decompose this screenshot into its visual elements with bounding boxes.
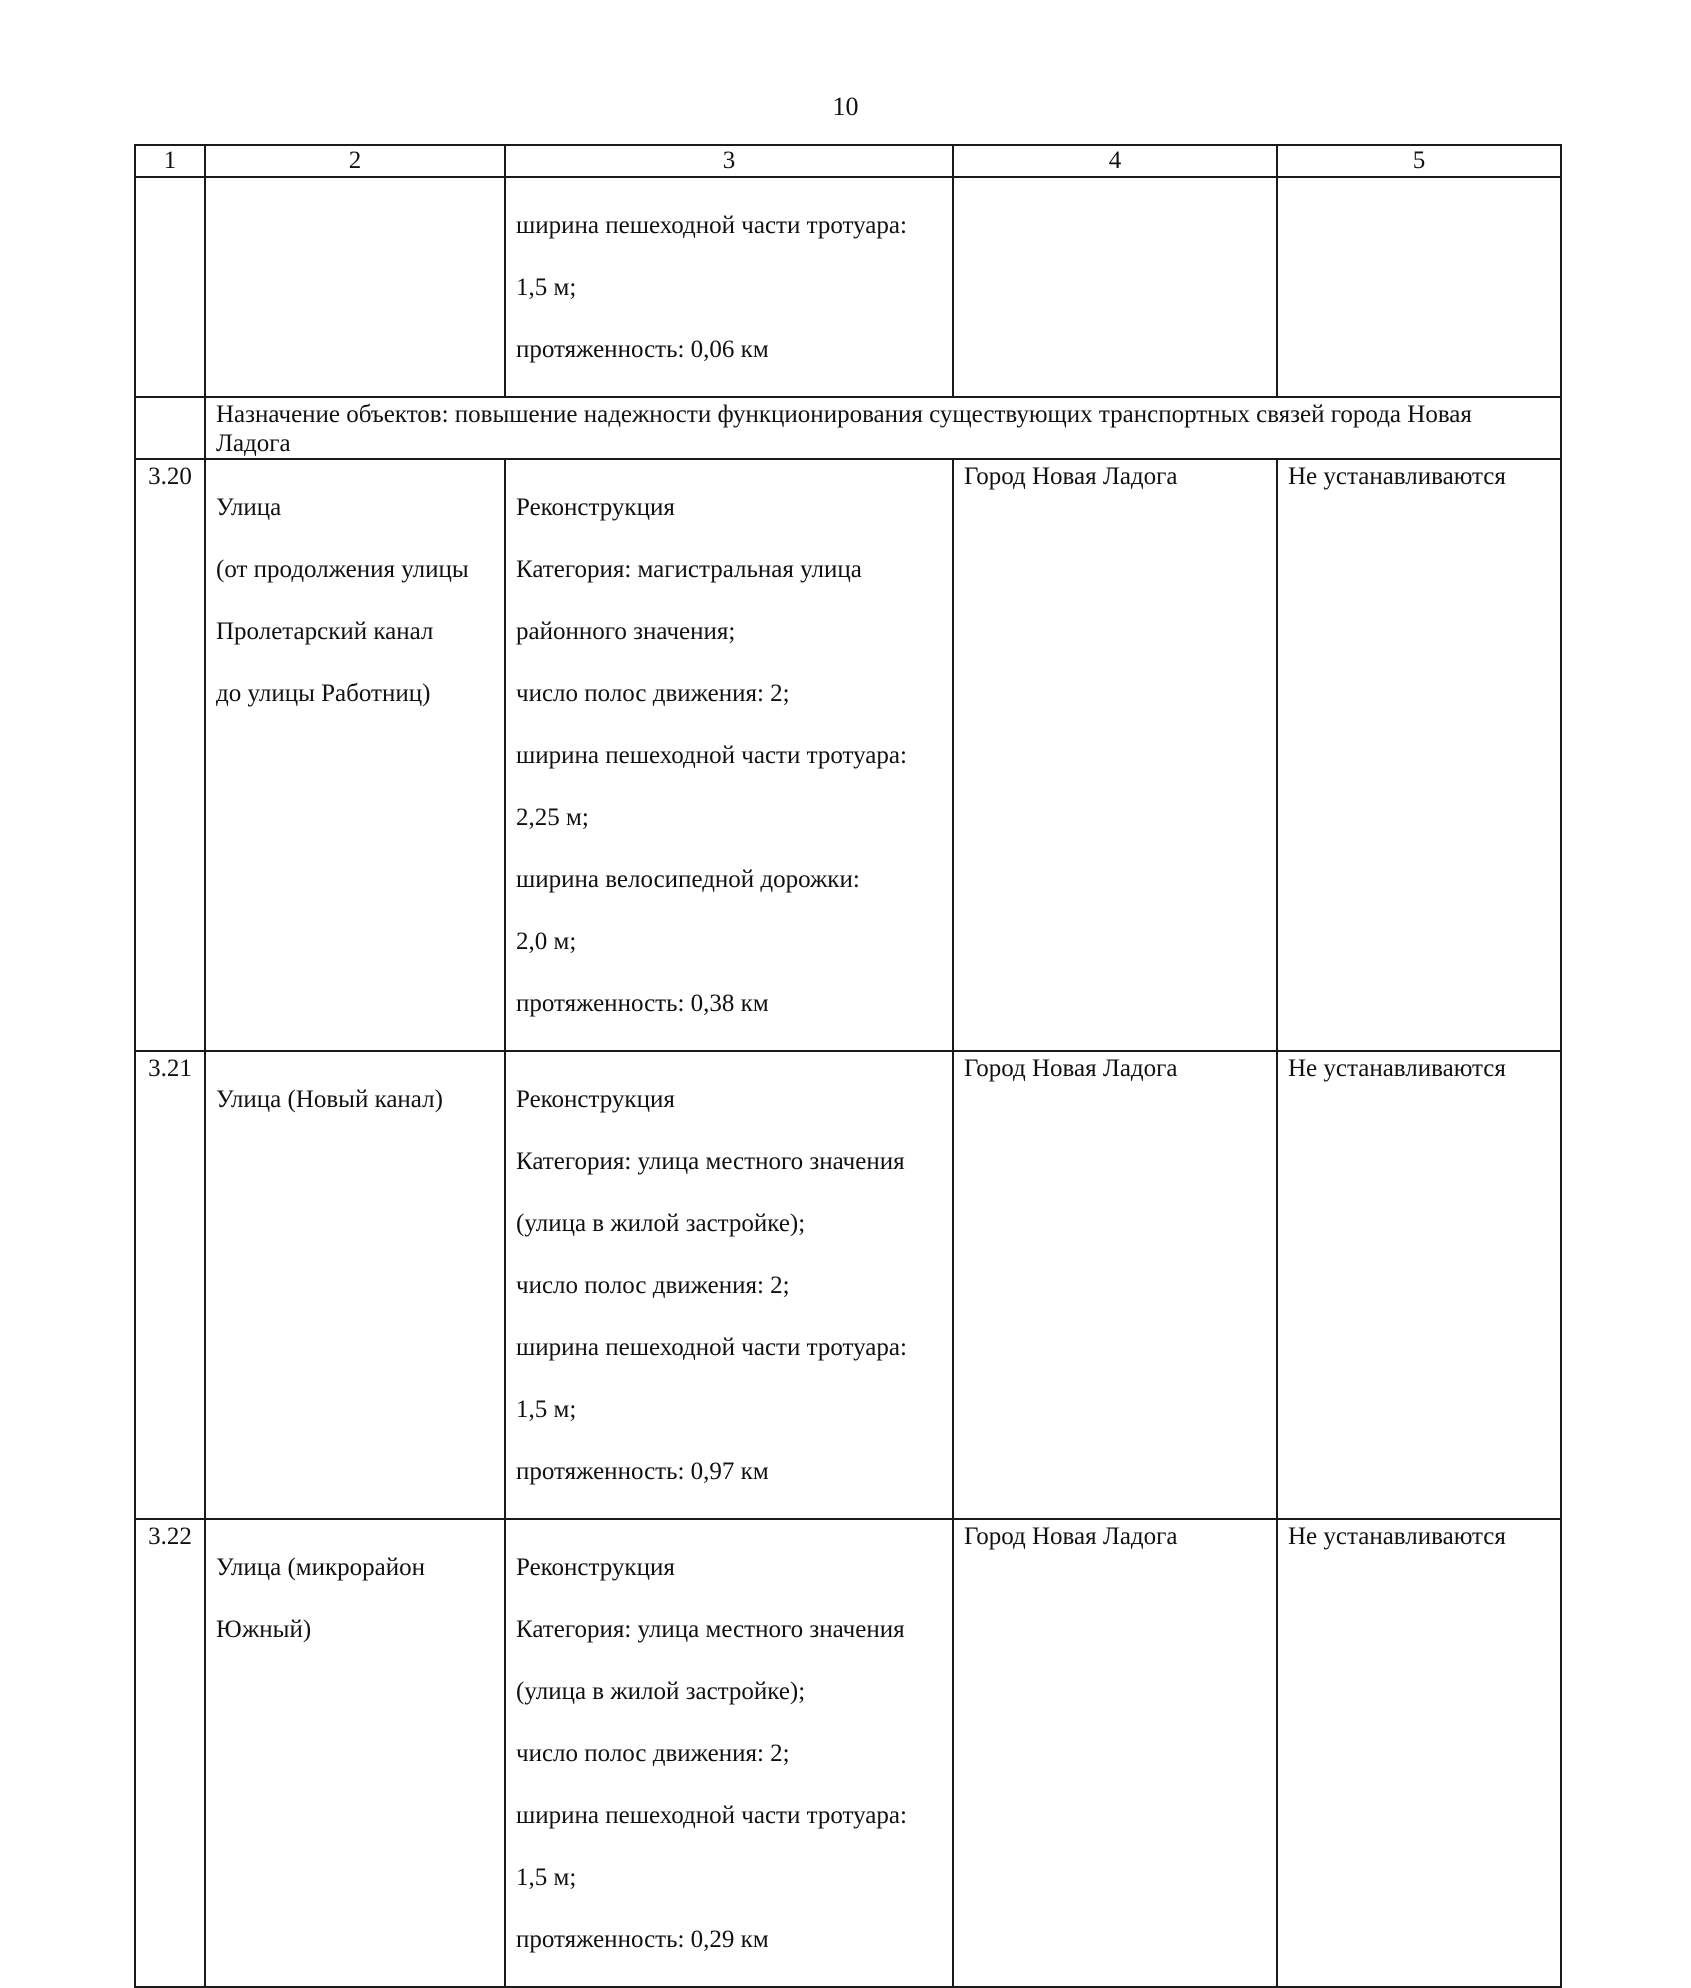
characteristics-line: ширина велосипедной дорожки: — [516, 866, 860, 893]
characteristics-line: Категория: улица местного значения — [516, 1148, 905, 1175]
table-row-3-22 — [135, 1519, 1561, 1987]
characteristics-line: протяженность: 0,29 км — [516, 1926, 769, 1953]
characteristics-line: протяженность: 0,06 км — [516, 336, 769, 363]
object-name-line: Южный) — [216, 1616, 312, 1643]
column-header-3: 3 — [505, 145, 953, 177]
characteristics-line: Реконструкция — [516, 1554, 675, 1581]
location-cell: Город Новая Ладога — [953, 459, 1277, 1051]
column-header-1: 1 — [135, 145, 205, 177]
characteristics-line: (улица в жилой застройке); — [516, 1678, 806, 1705]
characteristics-line: Категория: улица местного значения — [516, 1616, 905, 1643]
row-number-cell: 3.20 — [135, 459, 205, 1051]
characteristics-line: ширина пешеходной части тротуара: — [516, 1334, 907, 1361]
page-number: 10 — [832, 92, 859, 121]
characteristics-line: число полос движения: 2; — [516, 1740, 790, 1767]
characteristics-line: (улица в жилой застройке); — [516, 1210, 806, 1237]
object-name-line: (от продолжения улицы — [216, 556, 469, 583]
characteristics-line: число полос движения: 2; — [516, 1272, 790, 1299]
purpose-row-empty-cell — [135, 397, 205, 459]
characteristics-line: ширина пешеходной части тротуара: — [516, 212, 907, 239]
row-number-cell: 3.22 — [135, 1519, 205, 1987]
characteristics-line: Реконструкция — [516, 1086, 675, 1113]
column-header-5: 5 — [1277, 145, 1561, 177]
characteristics-line: протяженность: 0,38 км — [516, 990, 769, 1017]
object-name-cell — [205, 1051, 505, 1519]
characteristics-line: 1,5 м; — [516, 1396, 577, 1423]
characteristics-line: Реконструкция — [516, 494, 675, 521]
column-header-2: 2 — [205, 145, 505, 177]
zones-cell: Не устанавливаются — [1277, 1519, 1561, 1987]
characteristics-line: 1,5 м; — [516, 1864, 577, 1891]
object-name-line: Улица (микрорайон — [216, 1554, 425, 1581]
object-name-cell — [205, 1519, 505, 1987]
purpose-row — [135, 397, 1561, 459]
column-header-4: 4 — [953, 145, 1277, 177]
row-number-cell: 3.21 — [135, 1051, 205, 1519]
continuation-row — [135, 177, 1561, 397]
characteristics-line: ширина пешеходной части тротуара: — [516, 742, 907, 769]
characteristics-line: 2,25 м; — [516, 804, 589, 831]
zones-cell: Не устанавливаются — [1277, 459, 1561, 1051]
object-name-cell — [205, 177, 505, 397]
characteristics-line: районного значения; — [516, 618, 736, 645]
characteristics-cell — [505, 459, 953, 1051]
object-name-cell — [205, 459, 505, 1051]
characteristics-cell — [505, 177, 953, 397]
object-name-line: Пролетарский канал — [216, 618, 434, 645]
object-name-line: Улица (Новый канал) — [216, 1086, 443, 1113]
characteristics-line: ширина пешеходной части тротуара: — [516, 1802, 907, 1829]
characteristics-cell — [505, 1051, 953, 1519]
zones-cell — [1277, 177, 1561, 397]
purpose-text-cell: Назначение объектов: повышение надежности функционирования существующих транспортных связей города Новая Ладога — [205, 397, 1561, 459]
object-name-line: Улица — [216, 494, 282, 521]
location-cell: Город Новая Ладога — [953, 1051, 1277, 1519]
location-cell — [953, 177, 1277, 397]
characteristics-line: число полос движения: 2; — [516, 680, 790, 707]
characteristics-line: протяженность: 0,97 км — [516, 1458, 769, 1485]
column-number-row — [135, 145, 1561, 177]
objects-table — [134, 144, 1562, 1988]
zones-cell: Не устанавливаются — [1277, 1051, 1561, 1519]
characteristics-line: Категория: магистральная улица — [516, 556, 862, 583]
characteristics-line: 2,0 м; — [516, 928, 577, 955]
table-row-3-20 — [135, 459, 1561, 1051]
row-number-cell — [135, 177, 205, 397]
table-row-3-21 — [135, 1051, 1561, 1519]
object-name-line: до улицы Работниц) — [216, 680, 431, 707]
location-cell: Город Новая Ладога — [953, 1519, 1277, 1987]
characteristics-cell — [505, 1519, 953, 1987]
characteristics-line: 1,5 м; — [516, 274, 577, 301]
